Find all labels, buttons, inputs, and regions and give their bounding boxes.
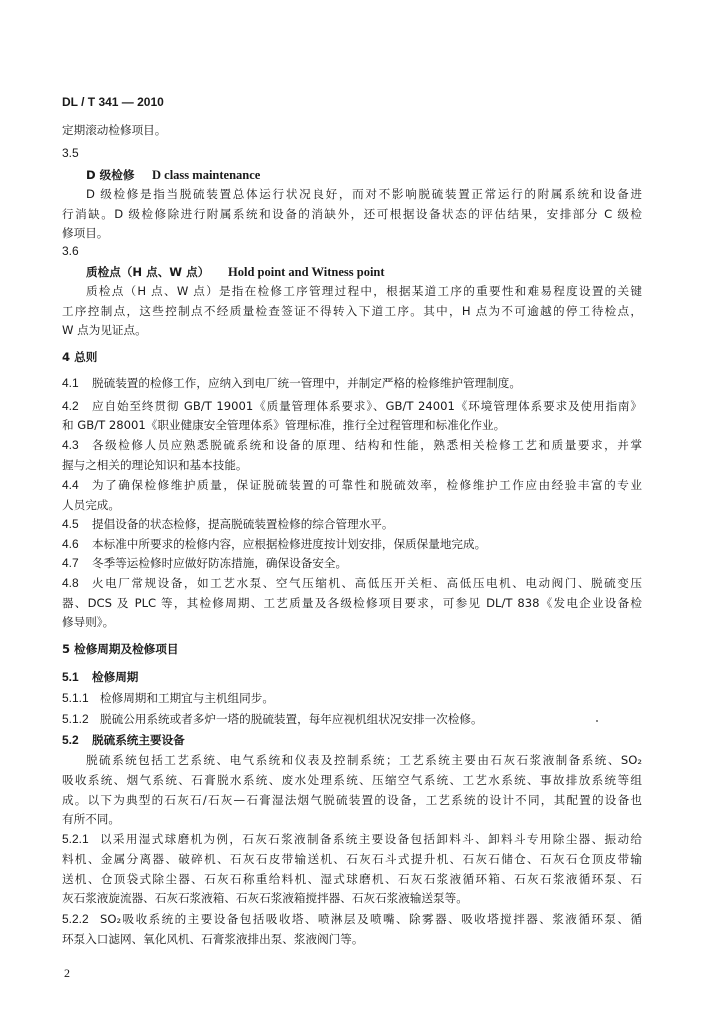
section-3-6-line-1: 质检点（H 点、W 点）是指在检修工序管理过程中，根据某道工序的重要性和难易程度设置的关键: [86, 284, 642, 298]
item-5-1-1-number: 5.1.1: [62, 691, 89, 705]
item-4-8-line-2: 器、DCS 及 PLC 等，其检修周期、工艺质量及各级检修项目要求，可参见 DL/T 838《发电企业设备检: [62, 596, 642, 610]
section-5-2-para-line-1: 脱硫系统包括工艺系统、电气系统和仪表及控制系统；工艺系统主要由石灰石浆液制备系统、SO₂: [86, 753, 642, 767]
section-3-6-line-3: W 点为见证点。: [62, 323, 147, 337]
item-4-8-line-3: 修导则》。: [62, 615, 115, 629]
item-5-2-1-line-3: 送机、仓顶袋式除尘器、石灰石称重给料机、湿式球磨机、石灰石浆液循环箱、石灰石浆液循环泵、石: [62, 872, 642, 886]
section-4-heading: 4 总则: [62, 350, 98, 364]
item-5-2-2-line-1: SO₂吸收系统的主要设备包括吸收塔、喷淋层及喷嘴、除雾器、吸收塔搅拌器、浆液循环泵、循: [100, 912, 642, 926]
section-5-2-title: 脱硫系统主要设备: [92, 733, 185, 747]
section-3-5-title-en: D class maintenance: [152, 168, 261, 182]
item-4-4-number: 4.4: [62, 478, 79, 492]
scan-speck: [596, 720, 598, 722]
item-4-2-line-1: 应自始至终贯彻 GB/T 19001《质量管理体系要求》、GB/T 24001《环境管理体系要求及使用指南》: [92, 399, 642, 413]
page-number: 2: [64, 966, 70, 980]
item-5-2-2-number: 5.2.2: [62, 912, 89, 926]
section-3-6-title-cn: 质检点（H 点、W 点）: [86, 265, 210, 279]
item-4-7-line-1: 冬季等运检修时应做好防冻措施，确保设备安全。: [92, 556, 348, 570]
item-4-1-line-1: 脱硫装置的检修工作，应纳入到电厂统一管理中，并制定严格的检修维护管理制度。: [92, 376, 521, 390]
section-3-6-number: 3.6: [62, 244, 79, 258]
item-5-1-2-number: 5.1.2: [62, 712, 89, 726]
standard-code-header: DL / T 341 — 2010: [62, 95, 164, 109]
section-3-5-line-2: 行消缺。D 级检修除进行附属系统和设备的消缺外，还可根据设备状态的评估结果，安排部分 C 级检: [62, 207, 642, 221]
item-4-3-line-1: 各级检修人员应熟悉脱硫系统和设备的原理、结构和性能，熟悉相关检修工艺和质量要求，并掌: [92, 438, 642, 452]
item-5-2-1-line-2: 料机、金属分离器、破碎机、石灰石皮带输送机、石灰石斗式提升机、石灰石储仓、石灰石仓顶皮带输: [62, 852, 642, 866]
item-4-3-number: 4.3: [62, 438, 79, 452]
item-5-2-1-line-1: 以采用湿式球磨机为例，石灰石浆液制备系统主要设备包括卸料斗、卸料斗专用除尘器、振动给: [100, 832, 642, 846]
item-4-8-number: 4.8: [62, 576, 79, 590]
item-5-1-1-text: 检修周期和工期宜与主机组同步。: [100, 691, 274, 705]
item-4-8-line-1: 火电厂常规设备，如工艺水泵、空气压缩机、高低压开关柜、高低压电机、电动阀门、脱硫变压: [92, 576, 642, 590]
item-4-2-number: 4.2: [62, 399, 79, 413]
item-4-5-number: 4.5: [62, 517, 79, 531]
item-4-2-line-2: 和 GB/T 28001《职业健康安全管理体系》管理标准，推行全过程管理和标准化作业。: [62, 418, 506, 432]
section-3-5-line-3: 修项目。: [62, 226, 109, 240]
item-4-5-line-1: 提倡设备的状态检修，提高脱硫装置检修的综合管理水平。: [92, 517, 394, 531]
section-5-2-para-line-3: 成。以下为典型的石灰石/石灰—石膏湿法烟气脱硫装置的设备，工艺系统的设计不同，其配置的设备也: [62, 793, 642, 807]
section-3-5-line-1: D 级检修是指当脱硫装置总体运行状况良好，而对不影响脱硫装置正常运行的附属系统和设备进: [86, 187, 642, 201]
section-5-1-number: 5.1: [62, 670, 79, 684]
item-4-3-line-2: 握与之相关的理论知识和基本技能。: [62, 458, 248, 472]
section-5-heading: 5 检修周期及检修项目: [62, 642, 179, 656]
section-3-6-line-2: 工序控制点，这些控制点不经质量检查签证不得转入下道工序。其中，H 点为不可逾越的停工待检点，: [62, 304, 642, 318]
item-5-2-1-number: 5.2.1: [62, 832, 89, 846]
item-4-1-number: 4.1: [62, 376, 79, 390]
intro-line: 定期滚动检修项目。: [62, 123, 167, 137]
item-4-4-line-2: 人员完成。: [62, 498, 120, 512]
item-5-2-2-line-2: 环泵入口滤网、氧化风机、石膏浆液排出泵、浆液阀门等。: [62, 932, 364, 946]
section-3-6-title-en: Hold point and Witness point: [228, 265, 385, 279]
item-5-2-1-line-4: 灰石浆液旋流器、石灰石浆液箱、石灰石浆液箱搅拌器、石灰石浆液输送泵等。: [62, 891, 468, 905]
section-3-5-number: 3.5: [62, 146, 79, 160]
item-5-1-2-text: 脱硫公用系统或者多炉一塔的脱硫装置，每年应视机组状况安排一次检修。: [100, 712, 483, 726]
item-4-4-line-1: 为了确保检修维护质量，保证脱硫装置的可靠性和脱硫效率，检修维护工作应由经验丰富的专业: [92, 478, 642, 492]
section-5-1-title: 检修周期: [92, 670, 139, 684]
section-5-2-para-line-2: 吸收系统、烟气系统、石膏脱水系统、废水处理系统、压缩空气系统、工艺水系统、事故排放系统等组: [62, 773, 642, 787]
section-3-5-title-cn: D 级检修: [86, 168, 135, 182]
section-5-2-number: 5.2: [62, 733, 79, 747]
item-4-7-number: 4.7: [62, 556, 79, 570]
item-4-6-number: 4.6: [62, 537, 79, 551]
item-4-6-line-1: 本标准中所要求的检修内容，应根据检修进度按计划安排，保质保量地完成。: [92, 537, 487, 551]
section-5-2-para-line-4: 有所不同。: [62, 812, 120, 826]
